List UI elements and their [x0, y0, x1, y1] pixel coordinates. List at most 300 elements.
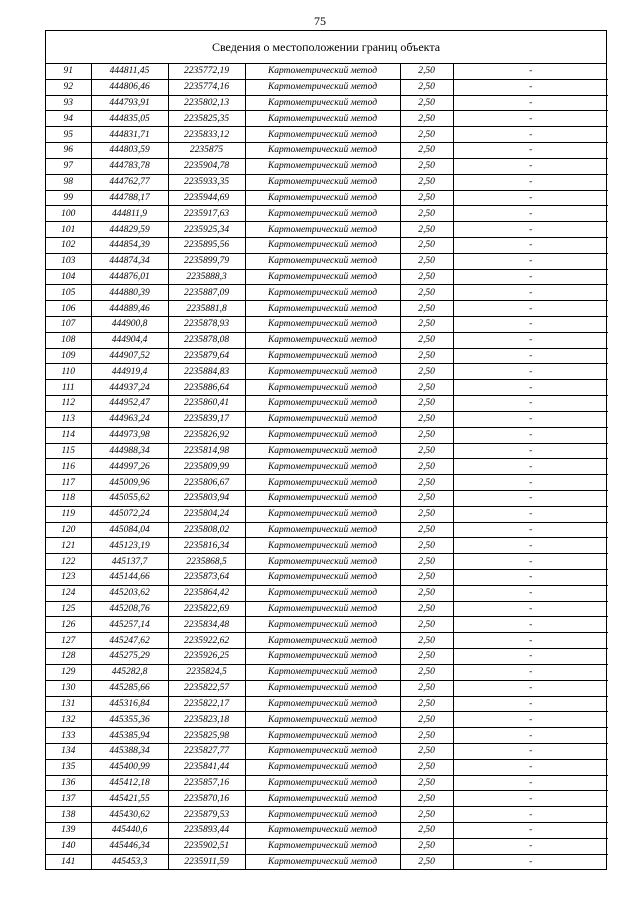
table-row: [46, 111, 608, 127]
accuracy-cell: 2,50: [400, 712, 453, 728]
x-coordinate-cell: 444783,78: [91, 158, 168, 174]
note-cell: -: [453, 206, 608, 222]
method-cell: Картометрический метод: [245, 269, 400, 285]
y-coordinate-cell: 2235860,41: [168, 396, 245, 412]
accuracy-cell: 2,50: [400, 269, 453, 285]
point-number-cell: 95: [46, 127, 91, 143]
method-cell: Картометрический метод: [245, 206, 400, 222]
x-coordinate-cell: 445084,04: [91, 522, 168, 538]
table-row: [46, 712, 608, 728]
table-row: [46, 222, 608, 238]
table-row: [46, 79, 608, 95]
accuracy-cell: 2,50: [400, 427, 453, 443]
x-coordinate-cell: 444831,71: [91, 127, 168, 143]
method-cell: Картометрический метод: [245, 317, 400, 333]
table-row: [46, 743, 608, 759]
point-number-cell: 99: [46, 190, 91, 206]
y-coordinate-cell: 2235887,09: [168, 285, 245, 301]
accuracy-cell: 2,50: [400, 443, 453, 459]
table-row: [46, 174, 608, 190]
accuracy-cell: 2,50: [400, 823, 453, 839]
y-coordinate-cell: 2235825,35: [168, 111, 245, 127]
note-cell: -: [453, 427, 608, 443]
y-coordinate-cell: 2235881,8: [168, 301, 245, 317]
method-cell: Картометрический метод: [245, 79, 400, 95]
note-cell: -: [453, 601, 608, 617]
x-coordinate-cell: 444937,24: [91, 380, 168, 396]
y-coordinate-cell: 2235825,98: [168, 728, 245, 744]
boundary-table-sheet: [45, 30, 607, 870]
method-cell: Картометрический метод: [245, 190, 400, 206]
y-coordinate-cell: 2235925,34: [168, 222, 245, 238]
y-coordinate-cell: 2235857,16: [168, 775, 245, 791]
note-cell: -: [453, 317, 608, 333]
table-row: [46, 411, 608, 427]
point-number-cell: 128: [46, 649, 91, 665]
note-cell: -: [453, 348, 608, 364]
accuracy-cell: 2,50: [400, 664, 453, 680]
note-cell: -: [453, 174, 608, 190]
table-row: [46, 143, 608, 159]
note-cell: -: [453, 364, 608, 380]
x-coordinate-cell: 445400,99: [91, 759, 168, 775]
y-coordinate-cell: 2235878,08: [168, 332, 245, 348]
method-cell: Картометрический метод: [245, 522, 400, 538]
point-number-cell: 122: [46, 554, 91, 570]
y-coordinate-cell: 2235841,44: [168, 759, 245, 775]
point-number-cell: 116: [46, 459, 91, 475]
method-cell: Картометрический метод: [245, 332, 400, 348]
x-coordinate-cell: 444803,59: [91, 143, 168, 159]
note-cell: -: [453, 775, 608, 791]
y-coordinate-cell: 2235870,16: [168, 791, 245, 807]
point-number-cell: 133: [46, 728, 91, 744]
method-cell: Картометрический метод: [245, 791, 400, 807]
note-cell: -: [453, 490, 608, 506]
x-coordinate-cell: 445203,62: [91, 585, 168, 601]
x-coordinate-cell: 445275,29: [91, 649, 168, 665]
note-cell: -: [453, 459, 608, 475]
point-number-cell: 92: [46, 79, 91, 95]
coordinates-table: [46, 64, 608, 869]
note-cell: -: [453, 269, 608, 285]
note-cell: -: [453, 111, 608, 127]
table-row: [46, 364, 608, 380]
note-cell: -: [453, 538, 608, 554]
y-coordinate-cell: 2235816,34: [168, 538, 245, 554]
table-row: [46, 854, 608, 869]
accuracy-cell: 2,50: [400, 253, 453, 269]
y-coordinate-cell: 2235806,67: [168, 475, 245, 491]
note-cell: -: [453, 680, 608, 696]
x-coordinate-cell: 444963,24: [91, 411, 168, 427]
point-number-cell: 104: [46, 269, 91, 285]
note-cell: -: [453, 332, 608, 348]
y-coordinate-cell: 2235926,25: [168, 649, 245, 665]
note-cell: -: [453, 237, 608, 253]
point-number-cell: 93: [46, 95, 91, 111]
method-cell: Картометрический метод: [245, 143, 400, 159]
accuracy-cell: 2,50: [400, 111, 453, 127]
point-number-cell: 139: [46, 823, 91, 839]
accuracy-cell: 2,50: [400, 317, 453, 333]
table-row: [46, 601, 608, 617]
y-coordinate-cell: 2235814,98: [168, 443, 245, 459]
table-row: [46, 269, 608, 285]
note-cell: -: [453, 475, 608, 491]
table-row: [46, 158, 608, 174]
point-number-cell: 118: [46, 490, 91, 506]
accuracy-cell: 2,50: [400, 95, 453, 111]
table-row: [46, 427, 608, 443]
table-row: [46, 95, 608, 111]
accuracy-cell: 2,50: [400, 791, 453, 807]
x-coordinate-cell: 445430,62: [91, 807, 168, 823]
table-row: [46, 538, 608, 554]
accuracy-cell: 2,50: [400, 570, 453, 586]
accuracy-cell: 2,50: [400, 838, 453, 854]
accuracy-cell: 2,50: [400, 190, 453, 206]
y-coordinate-cell: 2235826,92: [168, 427, 245, 443]
accuracy-cell: 2,50: [400, 649, 453, 665]
note-cell: -: [453, 759, 608, 775]
table-row: [46, 459, 608, 475]
table-row: [46, 506, 608, 522]
method-cell: Картометрический метод: [245, 712, 400, 728]
table-row: [46, 127, 608, 143]
y-coordinate-cell: 2235839,17: [168, 411, 245, 427]
table-title: Сведения о местоположении границ объекта: [46, 31, 606, 64]
y-coordinate-cell: 2235893,44: [168, 823, 245, 839]
method-cell: Картометрический метод: [245, 396, 400, 412]
method-cell: Картометрический метод: [245, 617, 400, 633]
x-coordinate-cell: 445208,76: [91, 601, 168, 617]
accuracy-cell: 2,50: [400, 680, 453, 696]
x-coordinate-cell: 445453,3: [91, 854, 168, 869]
accuracy-cell: 2,50: [400, 127, 453, 143]
y-coordinate-cell: 2235875: [168, 143, 245, 159]
method-cell: Картометрический метод: [245, 348, 400, 364]
note-cell: -: [453, 143, 608, 159]
accuracy-cell: 2,50: [400, 775, 453, 791]
y-coordinate-cell: 2235888,3: [168, 269, 245, 285]
point-number-cell: 107: [46, 317, 91, 333]
accuracy-cell: 2,50: [400, 158, 453, 174]
note-cell: -: [453, 807, 608, 823]
x-coordinate-cell: 445421,55: [91, 791, 168, 807]
accuracy-cell: 2,50: [400, 490, 453, 506]
point-number-cell: 124: [46, 585, 91, 601]
x-coordinate-cell: 444788,17: [91, 190, 168, 206]
point-number-cell: 119: [46, 506, 91, 522]
note-cell: -: [453, 823, 608, 839]
point-number-cell: 91: [46, 64, 91, 79]
table-row: [46, 348, 608, 364]
y-coordinate-cell: 2235899,79: [168, 253, 245, 269]
point-number-cell: 120: [46, 522, 91, 538]
point-number-cell: 129: [46, 664, 91, 680]
table-row: [46, 680, 608, 696]
table-row: [46, 759, 608, 775]
x-coordinate-cell: 445282,8: [91, 664, 168, 680]
y-coordinate-cell: 2235944,69: [168, 190, 245, 206]
note-cell: -: [453, 396, 608, 412]
note-cell: -: [453, 617, 608, 633]
method-cell: Картометрический метод: [245, 222, 400, 238]
table-row: [46, 64, 608, 79]
method-cell: Картометрический метод: [245, 443, 400, 459]
point-number-cell: 96: [46, 143, 91, 159]
y-coordinate-cell: 2235864,42: [168, 585, 245, 601]
table-row: [46, 633, 608, 649]
y-coordinate-cell: 2235823,18: [168, 712, 245, 728]
method-cell: Картометрический метод: [245, 838, 400, 854]
point-number-cell: 114: [46, 427, 91, 443]
y-coordinate-cell: 2235873,64: [168, 570, 245, 586]
y-coordinate-cell: 2235824,5: [168, 664, 245, 680]
point-number-cell: 138: [46, 807, 91, 823]
table-row: [46, 791, 608, 807]
accuracy-cell: 2,50: [400, 380, 453, 396]
point-number-cell: 134: [46, 743, 91, 759]
y-coordinate-cell: 2235878,93: [168, 317, 245, 333]
accuracy-cell: 2,50: [400, 759, 453, 775]
y-coordinate-cell: 2235933,35: [168, 174, 245, 190]
y-coordinate-cell: 2235911,59: [168, 854, 245, 869]
point-number-cell: 98: [46, 174, 91, 190]
method-cell: Картометрический метод: [245, 411, 400, 427]
x-coordinate-cell: 444973,98: [91, 427, 168, 443]
method-cell: Картометрический метод: [245, 807, 400, 823]
x-coordinate-cell: 444811,9: [91, 206, 168, 222]
accuracy-cell: 2,50: [400, 554, 453, 570]
table-row: [46, 664, 608, 680]
note-cell: -: [453, 522, 608, 538]
point-number-cell: 140: [46, 838, 91, 854]
accuracy-cell: 2,50: [400, 285, 453, 301]
note-cell: -: [453, 380, 608, 396]
method-cell: Картометрический метод: [245, 475, 400, 491]
method-cell: Картометрический метод: [245, 538, 400, 554]
method-cell: Картометрический метод: [245, 174, 400, 190]
y-coordinate-cell: 2235879,64: [168, 348, 245, 364]
point-number-cell: 113: [46, 411, 91, 427]
x-coordinate-cell: 445446,34: [91, 838, 168, 854]
point-number-cell: 115: [46, 443, 91, 459]
y-coordinate-cell: 2235822,17: [168, 696, 245, 712]
accuracy-cell: 2,50: [400, 743, 453, 759]
y-coordinate-cell: 2235822,57: [168, 680, 245, 696]
method-cell: Картометрический метод: [245, 743, 400, 759]
accuracy-cell: 2,50: [400, 807, 453, 823]
point-number-cell: 136: [46, 775, 91, 791]
x-coordinate-cell: 445316,84: [91, 696, 168, 712]
table-row: [46, 696, 608, 712]
table-row: [46, 253, 608, 269]
point-number-cell: 141: [46, 854, 91, 869]
y-coordinate-cell: 2235804,24: [168, 506, 245, 522]
table-row: [46, 728, 608, 744]
method-cell: Картометрический метод: [245, 649, 400, 665]
note-cell: -: [453, 253, 608, 269]
x-coordinate-cell: 444876,01: [91, 269, 168, 285]
method-cell: Картометрический метод: [245, 158, 400, 174]
accuracy-cell: 2,50: [400, 206, 453, 222]
method-cell: Картометрический метод: [245, 570, 400, 586]
point-number-cell: 112: [46, 396, 91, 412]
accuracy-cell: 2,50: [400, 143, 453, 159]
y-coordinate-cell: 2235922,62: [168, 633, 245, 649]
point-number-cell: 108: [46, 332, 91, 348]
x-coordinate-cell: 445247,62: [91, 633, 168, 649]
x-coordinate-cell: 444806,46: [91, 79, 168, 95]
x-coordinate-cell: 445009,96: [91, 475, 168, 491]
table-row: [46, 838, 608, 854]
table-row: [46, 443, 608, 459]
y-coordinate-cell: 2235827,77: [168, 743, 245, 759]
y-coordinate-cell: 2235879,53: [168, 807, 245, 823]
point-number-cell: 100: [46, 206, 91, 222]
y-coordinate-cell: 2235904,78: [168, 158, 245, 174]
accuracy-cell: 2,50: [400, 459, 453, 475]
x-coordinate-cell: 444997,26: [91, 459, 168, 475]
x-coordinate-cell: 445072,24: [91, 506, 168, 522]
x-coordinate-cell: 444988,34: [91, 443, 168, 459]
note-cell: -: [453, 664, 608, 680]
table-row: [46, 823, 608, 839]
x-coordinate-cell: 445355,36: [91, 712, 168, 728]
method-cell: Картометрический метод: [245, 427, 400, 443]
table-row: [46, 396, 608, 412]
method-cell: Картометрический метод: [245, 364, 400, 380]
table-row: [46, 617, 608, 633]
note-cell: -: [453, 696, 608, 712]
note-cell: -: [453, 506, 608, 522]
point-number-cell: 94: [46, 111, 91, 127]
table-row: [46, 285, 608, 301]
point-number-cell: 110: [46, 364, 91, 380]
table-row: [46, 332, 608, 348]
x-coordinate-cell: 445285,66: [91, 680, 168, 696]
x-coordinate-cell: 444907,52: [91, 348, 168, 364]
table-row: [46, 554, 608, 570]
accuracy-cell: 2,50: [400, 585, 453, 601]
x-coordinate-cell: 444904,4: [91, 332, 168, 348]
table-row: [46, 649, 608, 665]
note-cell: -: [453, 554, 608, 570]
method-cell: Картометрический метод: [245, 380, 400, 396]
table-row: [46, 775, 608, 791]
note-cell: -: [453, 649, 608, 665]
note-cell: -: [453, 743, 608, 759]
accuracy-cell: 2,50: [400, 696, 453, 712]
table-row: [46, 317, 608, 333]
x-coordinate-cell: 444854,39: [91, 237, 168, 253]
y-coordinate-cell: 2235809,99: [168, 459, 245, 475]
x-coordinate-cell: 444793,91: [91, 95, 168, 111]
accuracy-cell: 2,50: [400, 332, 453, 348]
x-coordinate-cell: 445123,19: [91, 538, 168, 554]
x-coordinate-cell: 445385,94: [91, 728, 168, 744]
y-coordinate-cell: 2235902,51: [168, 838, 245, 854]
accuracy-cell: 2,50: [400, 538, 453, 554]
table-row: [46, 585, 608, 601]
point-number-cell: 126: [46, 617, 91, 633]
y-coordinate-cell: 2235884,83: [168, 364, 245, 380]
method-cell: Картометрический метод: [245, 95, 400, 111]
x-coordinate-cell: 445257,14: [91, 617, 168, 633]
accuracy-cell: 2,50: [400, 222, 453, 238]
table-row: [46, 807, 608, 823]
y-coordinate-cell: 2235868,5: [168, 554, 245, 570]
x-coordinate-cell: 444889,46: [91, 301, 168, 317]
point-number-cell: 132: [46, 712, 91, 728]
note-cell: -: [453, 791, 608, 807]
method-cell: Картометрический метод: [245, 554, 400, 570]
note-cell: -: [453, 570, 608, 586]
note-cell: -: [453, 158, 608, 174]
table-row: [46, 237, 608, 253]
method-cell: Картометрический метод: [245, 301, 400, 317]
table-row: [46, 301, 608, 317]
note-cell: -: [453, 443, 608, 459]
accuracy-cell: 2,50: [400, 475, 453, 491]
coordinates-table-body: [46, 64, 608, 869]
point-number-cell: 101: [46, 222, 91, 238]
accuracy-cell: 2,50: [400, 237, 453, 253]
method-cell: Картометрический метод: [245, 775, 400, 791]
y-coordinate-cell: 2235772,19: [168, 64, 245, 79]
accuracy-cell: 2,50: [400, 506, 453, 522]
y-coordinate-cell: 2235803,94: [168, 490, 245, 506]
x-coordinate-cell: 444880,39: [91, 285, 168, 301]
point-number-cell: 105: [46, 285, 91, 301]
note-cell: -: [453, 728, 608, 744]
method-cell: Картометрический метод: [245, 111, 400, 127]
table-row: [46, 206, 608, 222]
note-cell: -: [453, 712, 608, 728]
accuracy-cell: 2,50: [400, 79, 453, 95]
x-coordinate-cell: 444835,05: [91, 111, 168, 127]
point-number-cell: 127: [46, 633, 91, 649]
x-coordinate-cell: 444811,45: [91, 64, 168, 79]
point-number-cell: 137: [46, 791, 91, 807]
y-coordinate-cell: 2235822,69: [168, 601, 245, 617]
method-cell: Картометрический метод: [245, 237, 400, 253]
method-cell: Картометрический метод: [245, 728, 400, 744]
table-row: [46, 522, 608, 538]
table-row: [46, 570, 608, 586]
method-cell: Картометрический метод: [245, 490, 400, 506]
x-coordinate-cell: 444919,4: [91, 364, 168, 380]
method-cell: Картометрический метод: [245, 506, 400, 522]
method-cell: Картометрический метод: [245, 664, 400, 680]
method-cell: Картометрический метод: [245, 64, 400, 79]
note-cell: -: [453, 633, 608, 649]
x-coordinate-cell: 444900,8: [91, 317, 168, 333]
note-cell: -: [453, 585, 608, 601]
x-coordinate-cell: 444874,34: [91, 253, 168, 269]
method-cell: Картометрический метод: [245, 585, 400, 601]
point-number-cell: 109: [46, 348, 91, 364]
y-coordinate-cell: 2235917,63: [168, 206, 245, 222]
method-cell: Картометрический метод: [245, 696, 400, 712]
table-row: [46, 190, 608, 206]
note-cell: -: [453, 222, 608, 238]
point-number-cell: 111: [46, 380, 91, 396]
method-cell: Картометрический метод: [245, 759, 400, 775]
point-number-cell: 106: [46, 301, 91, 317]
